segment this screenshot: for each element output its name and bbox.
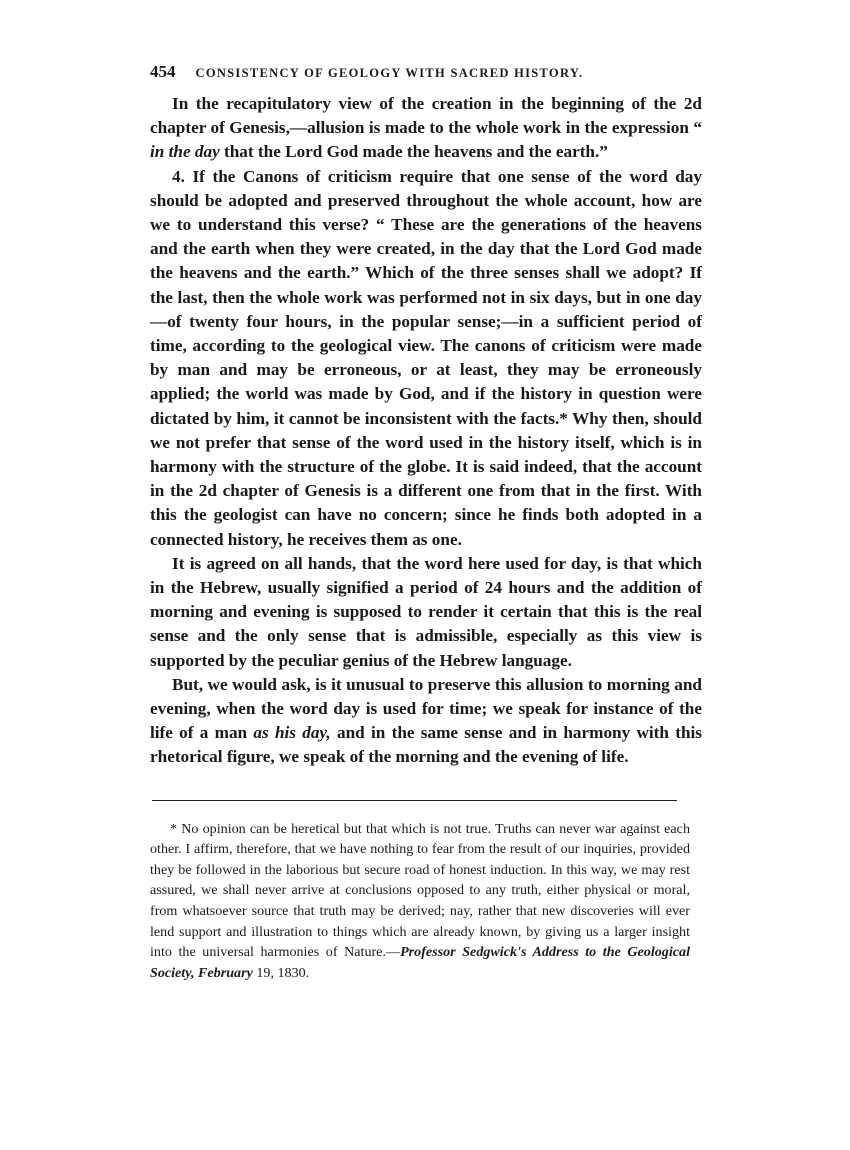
footnote: * No opinion can be heretical but that which is not true. Truths can never war against each other. I affirm, therefore, that we have nothing to fear from the result of our inquiries, provided they be followed in the laborious but secure road of honest induction. In this way, we may rest assured, we shall never arrive at conclusions opposed to any truth, either physical or moral, from whatsoever source that truth may be derived; nay, rather that new discoveries will ever lend support and illustration to things which are already known, by giving us a larger insight into the universal harmonies of Nature.—Professor Sedgwick's Address to the Geological Society, February 19, 1830.	[150, 820, 690, 981]
footnote-citation: Professor Sedgwick's Address to the Geological Society, February	[150, 944, 690, 981]
italic-phrase: in the day	[150, 142, 220, 162]
paragraph-recapitulatory-view: In the recapitulatory view of the creation in the beginning of the 2d chapter of Genesis,—allusion is made to the whole work in the expression “ in the day that the Lord God made the heavens and the earth.”	[150, 94, 702, 162]
book-page	[150, 62, 702, 998]
paragraph-hebrew-day: It is agreed on all hands, that the word here used for day, is that which in the Hebrew, usually signified a period of 24 hours and the addition of morning and evening is supposed to render it certain that this is the real sense and the only sense that is admissible, especially as this view is supported by the peculiar genius of the Hebrew language.	[150, 553, 702, 670]
italic-phrase: as his day,	[253, 723, 331, 743]
running-title: CONSISTENCY OF GEOLOGY WITH SACRED HISTORY.	[195, 66, 584, 80]
paragraph-canons-of-criticism: 4. If the Canons of criticism require that one sense of the word day should be adopted and preserved throughout the whole account, how are we to understand this verse? “ These are the generations of the heavens and the earth when they were created, in the day that the Lord God made the heavens and the earth.” Which of the three senses shall we adopt? If the last, then the whole work was performed not in six days, but in one day—of twenty four hours, in the popular sense;—in a sufficient period of time, according to the geological view. The canons of criticism were made by man and may be erroneous, or at least, they may be erroneously applied; the world was made by God, and if the history in question were dictated by him, it cannot be inconsistent with the facts.* Why then, should we not prefer that sense of the word used in the history itself, which is in harmony with the structure of the globe. It is said indeed, that the account in the 2d chapter of Genesis is a different one from that in the first. With this the geologist can have no concern; since he finds both adopted in a connected history, he receives them as one.	[150, 166, 702, 549]
body-text	[150, 92, 702, 770]
paragraph-morning-evening: But, we would ask, is it unusual to preserve this allusion to morning and evening, when the word day is used for time; we speak for instance of the life of a man as his day, and in the same sense and in harmony with this rhetorical figure, we speak of the morning and the evening of life.	[150, 674, 702, 767]
running-head	[150, 62, 702, 82]
page-number: 454	[150, 62, 176, 81]
footnote-divider	[152, 800, 677, 801]
